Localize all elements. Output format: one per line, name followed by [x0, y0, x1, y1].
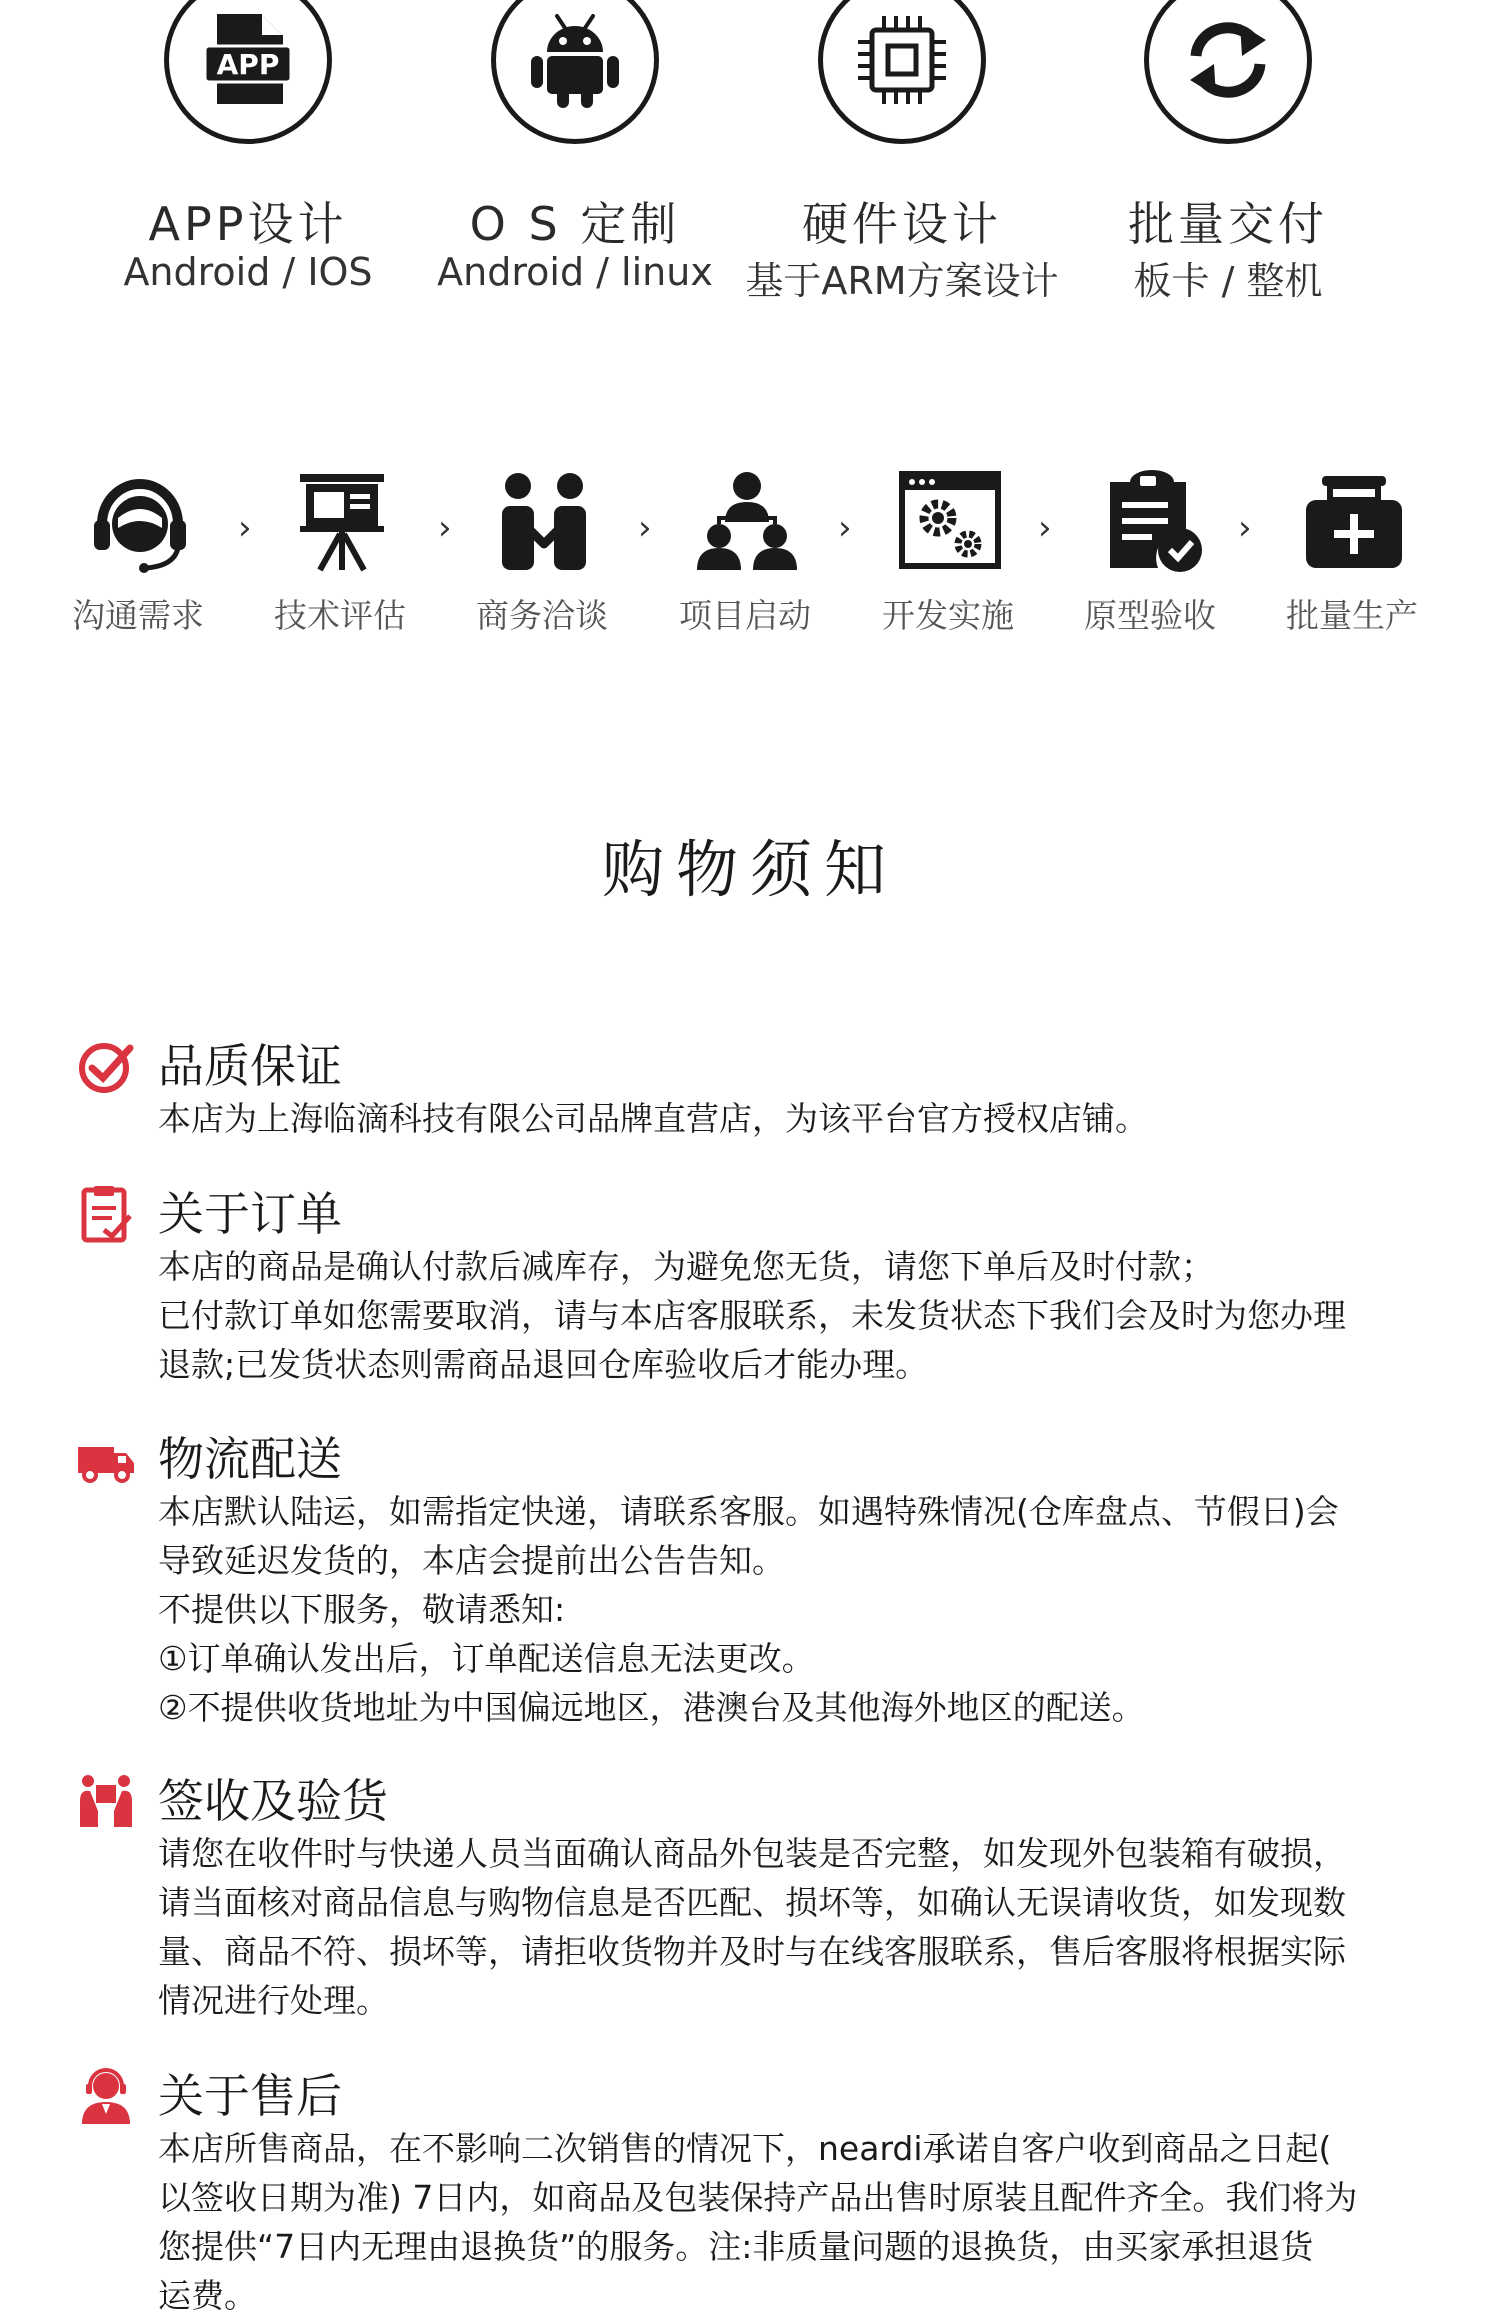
delivery-truck-icon: [76, 1429, 136, 1489]
section-line: 退款;已发货状态则需商品退回仓库验收后才能办理。: [158, 1345, 929, 1384]
section-heading: 关于售后: [158, 2069, 342, 2123]
services-row: [0, 0, 1500, 320]
section-line: 以签收日期为准) 7日内，如商品及包装保持产品出售时原装且配件齐全。我们将为: [158, 2178, 1358, 2217]
section-line: 您提供“7日内无理由退换货”的服务。注:非质量问题的退换货，由买家承担退货: [158, 2227, 1314, 2266]
section-body: [158, 1829, 1488, 2025]
plus-box-icon: [1302, 470, 1406, 574]
chevron-right-icon: ›: [438, 508, 452, 548]
step-label: 商务洽谈: [476, 596, 608, 635]
team-hierarchy-icon: [695, 470, 799, 574]
section-line: 请您在收件时与快递人员当面确认商品外包装是否完整，如发现外包装箱有破损，: [158, 1834, 1346, 1873]
service-subtitle: Android / linux: [437, 250, 713, 294]
section-line: 请当面核对商品信息与购物信息是否匹配、损坏等，如确认无误请收货，如发现数: [158, 1883, 1346, 1922]
process-steps: [0, 470, 1500, 650]
step-label: 原型验收: [1084, 596, 1216, 635]
clipboard-check-icon: [1100, 470, 1204, 574]
section-line: 导致延迟发货的，本店会提前出公告告知。: [158, 1541, 785, 1580]
section-line: 不提供以下服务，敬请悉知:: [158, 1590, 566, 1629]
section-heading: 物流配送: [158, 1432, 342, 1486]
section-line: 情况进行处理。: [158, 1981, 389, 2020]
section-line: ②不提供收货地址为中国偏远地区，港澳台及其他海外地区的配送。: [158, 1688, 1145, 1727]
service-app-circle: [164, 0, 332, 144]
chevron-right-icon: ›: [638, 508, 652, 548]
service-hardware-circle: [818, 0, 986, 144]
svg-text:APP: APP: [216, 48, 280, 81]
section-line: 本店默认陆运，如需指定快递，请联系客服。如遇特殊情况(仓库盘点、节假日)会: [158, 1492, 1339, 1531]
section-line: 运费。: [158, 2276, 257, 2315]
chevron-right-icon: ›: [238, 508, 252, 548]
section-line: 本店所售商品，在不影响二次销售的情况下，neardi承诺自客户收到商品之日起(: [158, 2129, 1332, 2168]
service-subtitle: 板卡 / 整机: [1133, 259, 1323, 303]
section-body: [158, 1094, 1488, 1143]
notice-title: 购物须知: [601, 833, 898, 906]
presentation-board-icon: [290, 470, 394, 574]
chevron-right-icon: ›: [1238, 508, 1252, 548]
section-line: 已付款订单如您需要取消，请与本店客服联系，未发货状态下我们会及时为您办理: [158, 1296, 1346, 1335]
settings-window-icon: [898, 470, 1002, 574]
chevron-right-icon: ›: [838, 508, 852, 548]
check-target-icon: [76, 1036, 136, 1096]
service-subtitle: 基于ARM方案设计: [745, 259, 1059, 303]
section-body: [158, 1487, 1488, 1732]
section-body: [158, 1242, 1488, 1389]
headset-agent-icon: [88, 470, 192, 574]
section-line: 量、商品不符、损坏等，请拒收货物并及时与在线客服联系，售后客服将根据实际: [158, 1932, 1346, 1971]
handshake-people-icon: [492, 470, 596, 574]
step-label: 批量生产: [1286, 596, 1418, 635]
chevron-right-icon: ›: [1038, 508, 1052, 548]
section-body: [158, 2124, 1488, 2320]
section-line: 本店的商品是确认付款后减库存，为避免您无货，请您下单后及时付款；: [158, 1247, 1214, 1286]
step-label: 技术评估: [274, 596, 406, 635]
service-title: 批量交付: [1128, 197, 1328, 251]
service-batch-circle: [1144, 0, 1312, 144]
step-label: 沟通需求: [72, 596, 204, 635]
section-heading: 品质保证: [158, 1039, 342, 1093]
section-line: 本店为上海临滴科技有限公司品牌直营店，为该平台官方授权店铺。: [158, 1099, 1148, 1138]
service-title: 硬件设计: [802, 197, 1002, 251]
service-subtitle: Android / IOS: [123, 250, 373, 294]
section-heading: 签收及验货: [158, 1774, 388, 1828]
section-heading: 关于订单: [158, 1187, 342, 1241]
clipboard-order-icon: [76, 1184, 136, 1244]
handover-package-icon: [76, 1771, 136, 1831]
service-title: O S 定制: [469, 197, 681, 251]
service-os-circle: [491, 0, 659, 144]
service-title: APP设计: [148, 197, 348, 251]
section-line: ①订单确认发出后，订单配送信息无法更改。: [158, 1639, 815, 1678]
step-label: 项目启动: [679, 596, 811, 635]
step-label: 开发实施: [882, 596, 1014, 635]
customer-service-icon: [76, 2066, 136, 2126]
